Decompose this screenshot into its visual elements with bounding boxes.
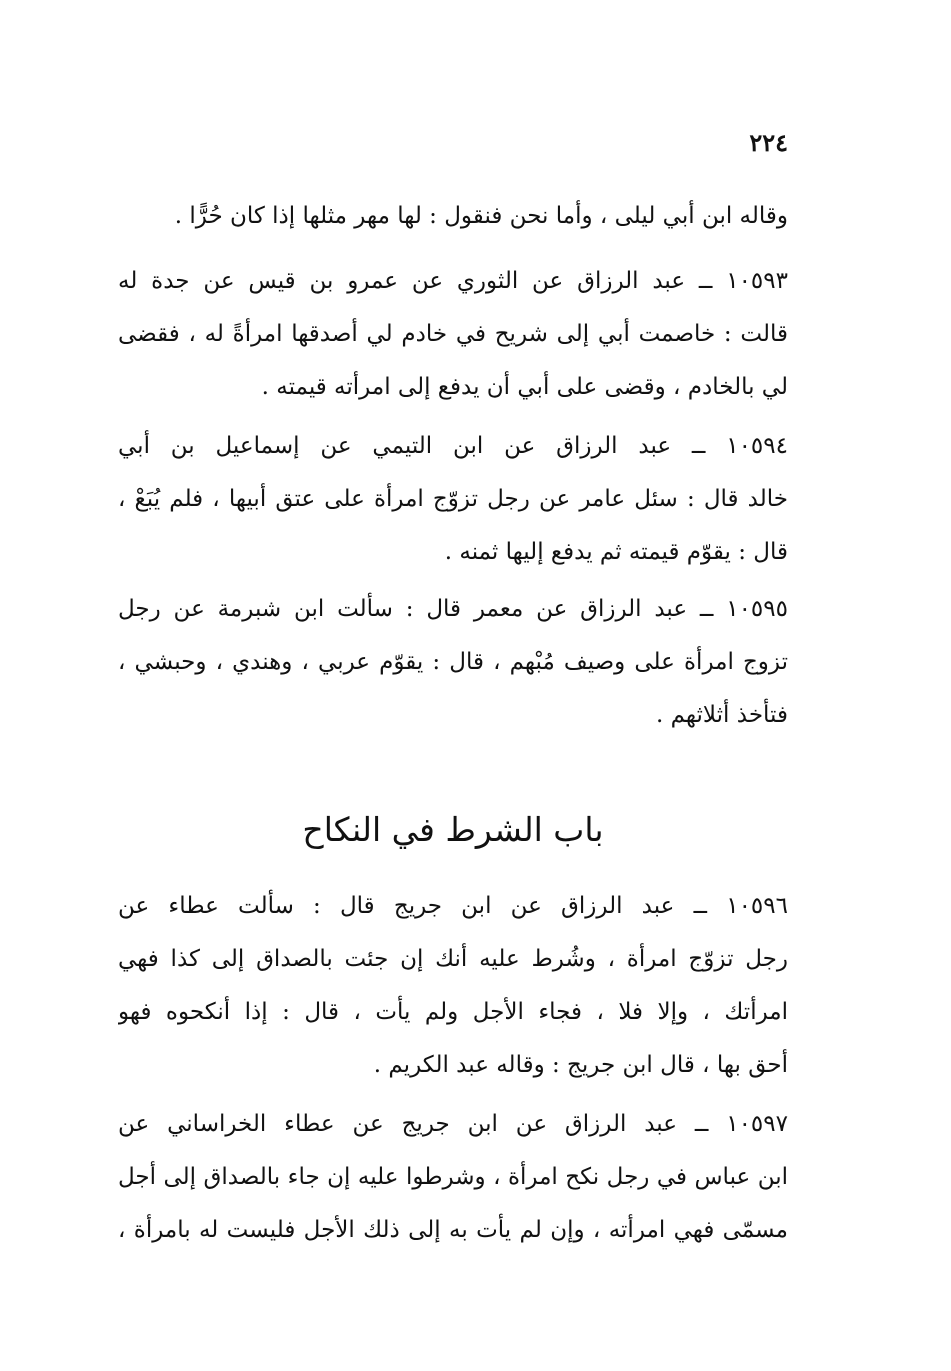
text-line: ١٠٥٩٦ ــ عبد الرزاق عن ابن جريج قال : سألت عطاء عن: [118, 893, 788, 919]
hadith-10597: [118, 1098, 788, 1257]
text-line: خالد قال : سئل عامر عن رجل تزوّج امرأة على عتق أبيها ، فلم يُبَعْ ،: [118, 486, 788, 512]
text-line: امرأتك ، وإلا فلا ، فجاء الأجل ولم يأت ، قال : إذا أنكحوه فهو: [118, 999, 788, 1025]
paragraph-continuation: [118, 190, 788, 243]
text-line: ١٠٥٩٥ ــ عبد الرزاق عن معمر قال : سألت ابن شبرمة عن رجل: [118, 596, 788, 622]
text-line: ١٠٥٩٧ ــ عبد الرزاق عن ابن جريج عن عطاء الخراساني عن: [118, 1111, 788, 1137]
text-line: تزوج امرأة على وصيف مُبْهم ، قال : يقوّم عربي ، وهندي ، وحبشي ،: [118, 649, 788, 675]
text-line: ١٠٥٩٤ ــ عبد الرزاق عن ابن التيمي عن إسماعيل بن أبي: [118, 433, 788, 459]
text-line: رجل تزوّج امرأة ، وشُرط عليه أنك إن جئت بالصداق إلى كذا فهي: [118, 946, 788, 972]
hadith-10596: [118, 880, 788, 1092]
text-line: وقاله ابن أبي ليلى ، وأما نحن فنقول : لها مهر مثلها إذا كان حُرًّا .: [174, 203, 788, 229]
text-line: أحق بها ، قال ابن جريج : وقاله عبد الكريم .: [373, 1052, 788, 1078]
text-line: ١٠٥٩٣ ــ عبد الرزاق عن الثوري عن عمرو بن قيس عن جدة له: [118, 268, 788, 294]
text-line: مسمّى فهي امرأته ، وإن لم يأت به إلى ذلك الأجل فليست له بامرأة ،: [118, 1217, 788, 1243]
hadith-10593: [118, 255, 788, 414]
page-number: ٢٢٤: [749, 128, 788, 157]
hadith-10594: [118, 420, 788, 579]
text-line: لي بالخادم ، وقضى على أبي أن يدفع إلى امرأته قيمته .: [261, 374, 788, 400]
book-page: [118, 0, 788, 1371]
section-heading: باب الشرط في النكاح: [302, 810, 604, 849]
text-line: فتأخذ أثلاثهم .: [656, 702, 788, 728]
text-line: قالت : خاصمت أبي إلى شريح في خادم لي أصدقها امرأةً له ، فقضى: [118, 321, 788, 347]
hadith-10595: [118, 583, 788, 742]
text-line: قال : يقوّم قيمته ثم يدفع إليها ثمنه .: [444, 539, 788, 565]
text-line: ابن عباس في رجل نكح امرأة ، وشرطوا عليه إن جاء بالصداق إلى أجل: [118, 1164, 788, 1190]
